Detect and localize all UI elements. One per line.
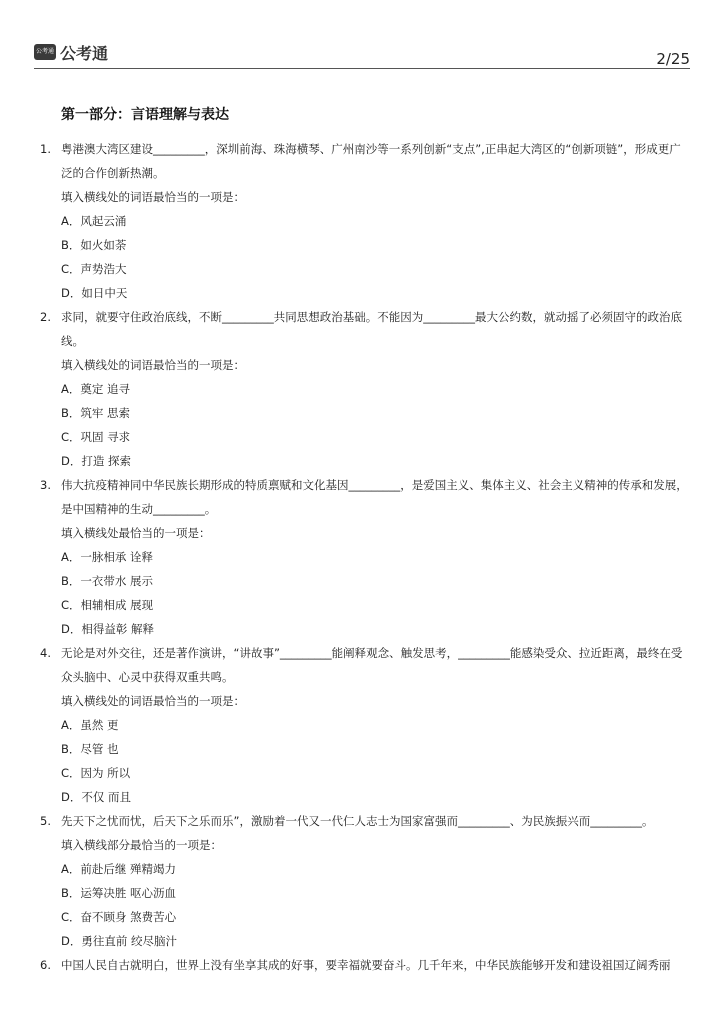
page-header [34,40,690,69]
question-number: 4. [40,646,51,660]
option-a: A．风起云涌 [61,214,127,228]
question-number: 2. [40,310,51,324]
question-stem: 先天下之忧而忧，后天下之乐而乐”，激励着一代又一代仁人志士为国家富强而_________、为民族振兴而_________。 [61,814,654,828]
option-c: C．相辅相成 展现 [61,598,154,612]
question-stem: 求同，就要守住政治底线，不断_________共同思想政治基础。不能因为_________最大公约数，就动摇了必须固守的政治底线。 [61,310,682,348]
option-b: B．筑牢 思索 [61,406,131,420]
question-stem: 粤港澳大湾区建设_________，深圳前海、珠海横琴、广州南沙等一系列创新“支点”,正串起大湾区的“创新项链”，形成更广泛的合作创新热潮。 [61,142,681,180]
option-d: D．相得益彰 解释 [61,622,155,636]
option-c: C．巩固 寻求 [61,430,131,444]
question-6 [40,953,690,977]
option-b: B．一衣带水 展示 [61,574,154,588]
question-3 [40,473,690,641]
question-number: 5. [40,814,51,828]
question-4 [40,641,690,809]
option-d: D．打造 探索 [61,454,132,468]
section-title: 第一部分：言语理解与表达 [61,107,229,123]
question-stem: 伟大抗疫精神同中华民族长期形成的特质禀赋和文化基因_________，是爱国主义、集体主义、社会主义精神的传承和发展，是中国精神的生动_________。 [61,478,688,516]
option-a: A．虽然 更 [61,718,119,732]
option-a: A．奠定 追寻 [61,382,131,396]
question-5 [40,809,690,953]
page-number: 2/25 [656,50,690,68]
option-a: A．一脉相承 诠释 [61,550,154,564]
question-prompt: 填入横线部分最恰当的一项是： [61,838,222,852]
question-1 [40,137,690,305]
question-stem: 无论是对外交往，还是著作演讲，“讲故事”_________能阐释观念、触发思考，_________能感染受众、拉近距离，最终在受众头脑中、心灵中获得双重共鸣。 [61,646,683,684]
question-prompt: 填入横线处的词语最恰当的一项是： [61,358,245,372]
option-c: C．声势浩大 [61,262,127,276]
question-stem: 中国人民自古就明白，世界上没有坐享其成的好事，要幸福就要奋斗。几千年来，中华民族能够开发和建设祖国辽阔秀丽 [61,958,671,972]
question-prompt: 填入横线处的词语最恰当的一项是： [61,694,245,708]
option-a: A．前赴后继 殚精竭力 [61,862,177,876]
option-d: D．不仅 而且 [61,790,132,804]
option-b: B．尽管 也 [61,742,119,756]
question-number: 6. [40,958,51,972]
document-content [40,104,690,977]
option-c: C．奋不顾身 煞费苦心 [61,910,177,924]
logo-text: 公考通 [60,44,109,63]
question-number: 1. [40,142,51,156]
option-c: C．因为 所以 [61,766,131,780]
question-number: 3. [40,478,51,492]
option-d: D．勇往直前 绞尽脑汁 [61,934,178,948]
option-b: B．运筹决胜 呕心沥血 [61,886,177,900]
question-2 [40,305,690,473]
option-b: B．如火如荼 [61,238,127,252]
option-d: D．如日中天 [61,286,128,300]
question-prompt: 填入横线处的词语最恰当的一项是： [61,190,245,204]
logo-badge: 公考通 [34,44,56,60]
question-prompt: 填入横线处最恰当的一项是： [61,526,211,540]
